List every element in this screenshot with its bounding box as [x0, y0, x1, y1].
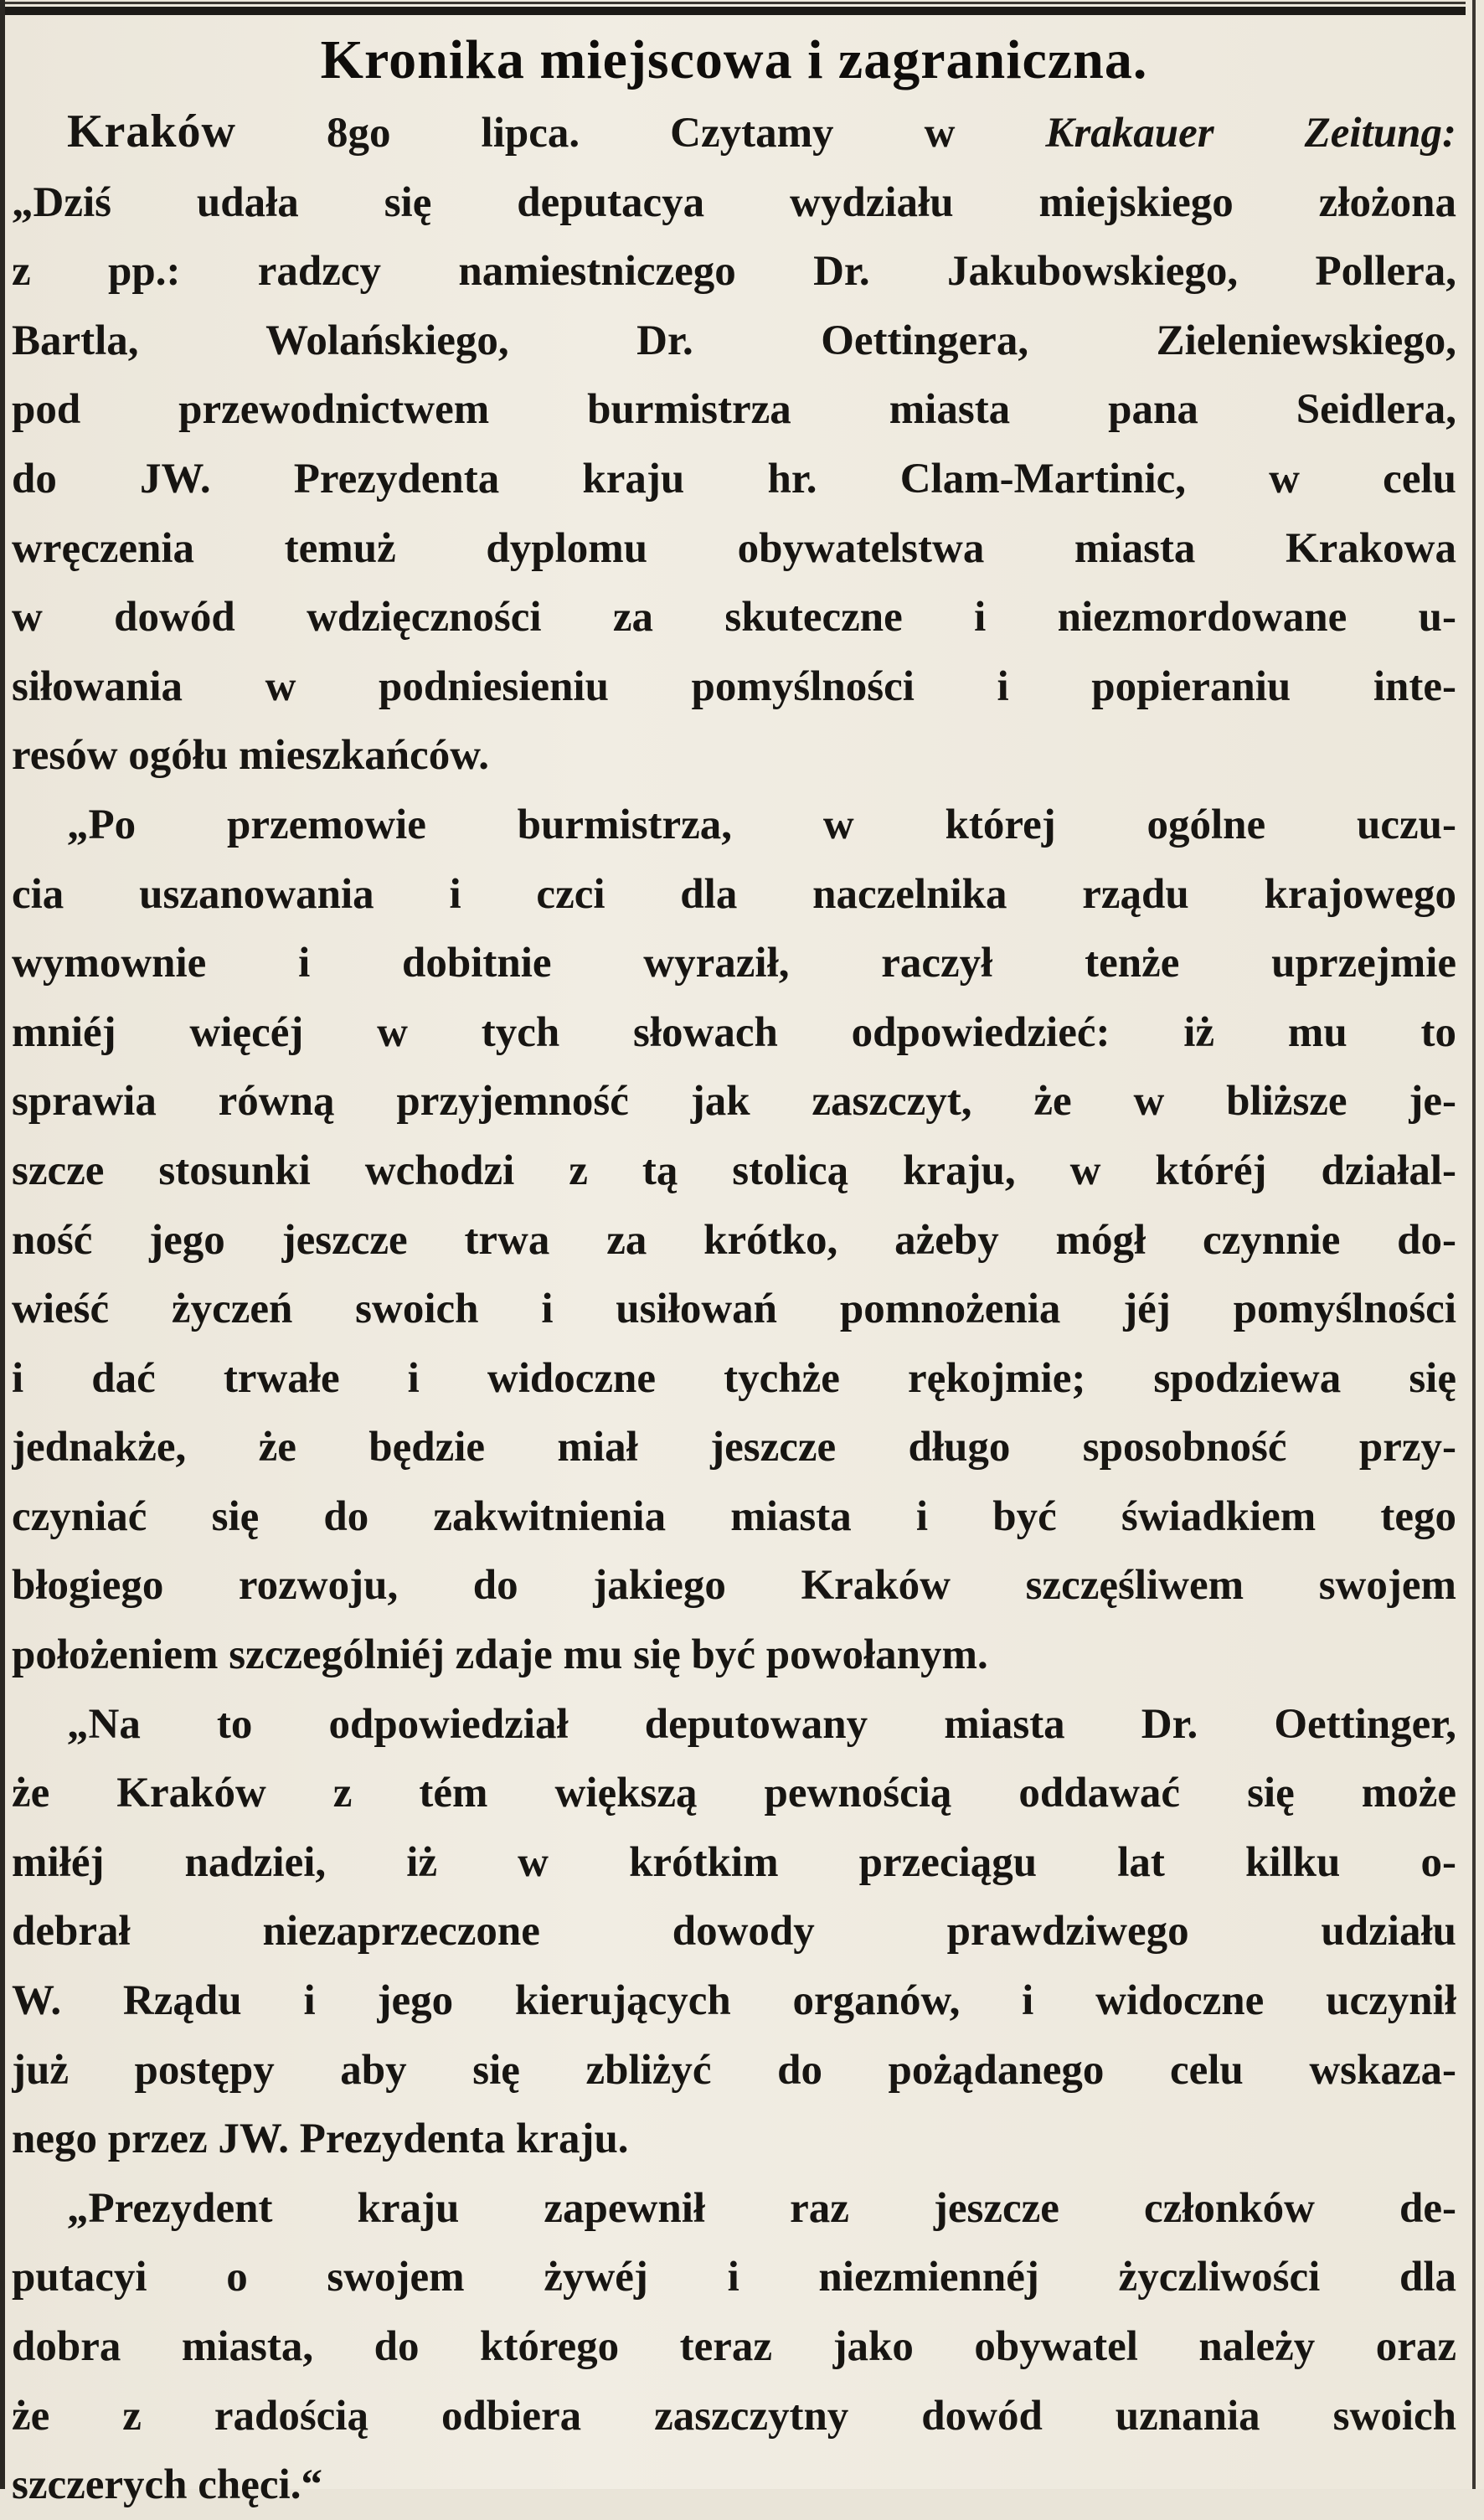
- text-line: cia uszanowania i czci dla naczelnika rządu krajowego: [12, 870, 1456, 918]
- text-line: że z radością odbiera zaszczytny dowód uznania swoich: [12, 2392, 1456, 2440]
- text-line: miłéj nadziei, iż w krótkim przeciągu lat kilku o-: [12, 1838, 1456, 1886]
- article-paragraph-2: [12, 791, 1456, 1690]
- article-headline: Kronika miejscowa i zagraniczna.: [320, 29, 1148, 90]
- dateline-line: [12, 97, 1456, 168]
- text-line: błogiego rozwoju, do jakiego Kraków szczęśliwem swojem: [12, 1562, 1456, 1610]
- text-line: „Dziś udała się deputacya wydziału miejskiego złożona: [12, 178, 1456, 226]
- text-line: wieść życzeń swoich i usiłowań pomnożenia jéj pomyślności: [12, 1286, 1456, 1333]
- text-line: W. Rządu i jego kierujących organów, i widoczne uczynił: [12, 1977, 1456, 2025]
- text-line: debrał niezaprzeczone dowody prawdziwego udziału: [12, 1908, 1456, 1956]
- text-line: jednakże, że będzie miał jeszcze długo sposobność przy-: [12, 1424, 1456, 1471]
- dateline-text: 8go lipca. Czytamy w: [236, 110, 1046, 157]
- text-line: dobra miasta, do którego teraz jako obywatel należy oraz: [12, 2323, 1456, 2370]
- article-paragraph-3: [12, 1690, 1456, 2174]
- text-line: szczerych chęci.“: [12, 2461, 322, 2509]
- source-newspaper-name: Krakauer Zeitung:: [1045, 110, 1456, 157]
- text-line: wręczenia temuż dyplomu obywatelstwa miasta Krakowa: [12, 524, 1456, 572]
- text-line: do JW. Prezydenta kraju hr. Clam-Martinic, w celu: [12, 455, 1456, 502]
- text-line: i dać trwałe i widoczne tychże rękojmie; spodziewa się: [12, 1354, 1456, 1402]
- text-line: Bartla, Wolańskiego, Dr. Oettingera, Zieleniewskiego,: [12, 317, 1456, 364]
- text-line: putacyi o swojem żywéj i niezmiennéj życzliwości dla: [12, 2254, 1456, 2301]
- text-line: nego przez JW. Prezydenta kraju.: [12, 2115, 629, 2163]
- right-column-rule: [1472, 0, 1476, 2489]
- dateline-city: Kraków: [67, 106, 236, 157]
- text-line: „Po przemowie burmistrza, w której ogólne uczu-: [67, 801, 1456, 848]
- text-line: z pp.: radzcy namiestniczego Dr. Jakubowskiego, Pollera,: [12, 248, 1456, 296]
- text-line: sprawia równą przyjemność jak zaszczyt, że w bliższe je-: [12, 1078, 1456, 1126]
- text-line: pod przewodnictwem burmistrza miasta pana Seidlera,: [12, 386, 1456, 434]
- text-line: ność jego jeszcze trwa za krótko, ażeby mógł czynnie do-: [12, 1216, 1456, 1264]
- text-line: położeniem szczególniéj zdaje mu się być powołanym.: [12, 1631, 988, 1679]
- text-line: szcze stosunki wchodzi z tą stolicą kraju, w któréj działal-: [12, 1147, 1456, 1194]
- text-line: w dowód wdzięczności za skuteczne i niezmordowane u-: [12, 594, 1456, 642]
- text-line: że Kraków z tém większą pewnością oddawać się może: [12, 1770, 1456, 1817]
- article-paragraph-4: [12, 2174, 1456, 2520]
- text-line: mniéj więcéj w tych słowach odpowiedzieć: iż mu to: [12, 1008, 1456, 1056]
- article-column: [12, 25, 1456, 2520]
- text-line: „Prezydent kraju zapewnił raz jeszcze członków de-: [67, 2184, 1456, 2232]
- text-line: już postępy aby się zbliżyć do pożądanego celu wskaza-: [12, 2046, 1456, 2094]
- text-line: resów ogółu mieszkańców.: [12, 732, 489, 780]
- top-border-thin-rule: [0, 2, 1466, 4]
- text-line: czyniać się do zakwitnienia miasta i być świadkiem tego: [12, 1492, 1456, 1540]
- left-column-rule: [0, 0, 5, 2489]
- text-line: wymownie i dobitnie wyraził, raczył tenże uprzejmie: [12, 940, 1456, 987]
- text-line: siłowania w podniesieniu pomyślności i popieraniu inte-: [12, 662, 1456, 710]
- text-line: „Na to odpowiedział deputowany miasta Dr. Oettinger,: [67, 1700, 1456, 1748]
- top-border-rule: [0, 7, 1466, 15]
- article-paragraph-1: [12, 97, 1456, 791]
